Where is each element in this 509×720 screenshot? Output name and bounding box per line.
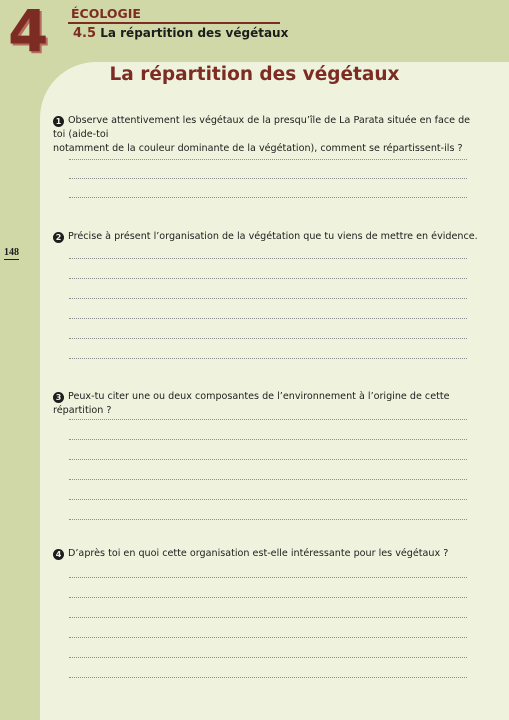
sub-section-heading bbox=[73, 26, 288, 41]
chapter-number: 4 bbox=[8, 0, 49, 65]
question-4 bbox=[53, 547, 483, 561]
answer-line[interactable] bbox=[69, 519, 467, 520]
answer-line[interactable] bbox=[69, 258, 467, 259]
answer-line[interactable] bbox=[69, 597, 467, 598]
page-number: 148 bbox=[4, 247, 19, 258]
answer-line[interactable] bbox=[69, 657, 467, 658]
question-2-line-1: Précise à présent l’organisation de la végétation que tu viens de mettre en évidence. bbox=[68, 231, 478, 242]
answer-line[interactable] bbox=[69, 178, 467, 179]
question-bullet-3: 3 bbox=[53, 392, 64, 403]
question-3-line-1: Peux-tu citer une ou deux composantes de l’environnement à l’origine de cette répartition ? bbox=[53, 391, 450, 416]
answer-line[interactable] bbox=[69, 617, 467, 618]
question-bullet-4: 4 bbox=[53, 549, 64, 560]
answer-line[interactable] bbox=[69, 479, 467, 480]
sub-section-title: La répartition des végétaux bbox=[100, 26, 289, 40]
sub-section-number: 4.5 bbox=[73, 26, 97, 41]
answer-line[interactable] bbox=[69, 298, 467, 299]
answer-line[interactable] bbox=[69, 499, 467, 500]
question-1-line-1: Observe attentivement les végétaux de la presqu’île de La Parata située en face de toi (aide-toi bbox=[53, 115, 471, 140]
answer-line[interactable] bbox=[69, 338, 467, 339]
answer-line[interactable] bbox=[69, 439, 467, 440]
question-4-line-1: D’après toi en quoi cette organisation est-elle intéressante pour les végétaux ? bbox=[68, 548, 449, 559]
question-1-line-2: notamment de la couleur dominante de la végétation), comment se répartissent-ils ? bbox=[53, 143, 463, 154]
answer-line[interactable] bbox=[69, 459, 467, 460]
question-bullet-1: 1 bbox=[53, 116, 64, 127]
header-rule bbox=[68, 22, 280, 24]
answer-line[interactable] bbox=[69, 159, 467, 160]
answer-line[interactable] bbox=[69, 637, 467, 638]
section-label: ÉCOLOGIE bbox=[71, 6, 141, 21]
question-bullet-2: 2 bbox=[53, 232, 64, 243]
answer-line[interactable] bbox=[69, 358, 467, 359]
page-title: La répartition des végétaux bbox=[109, 64, 400, 85]
answer-line[interactable] bbox=[69, 577, 467, 578]
answer-line[interactable] bbox=[69, 278, 467, 279]
question-1 bbox=[53, 114, 483, 156]
answer-line[interactable] bbox=[69, 318, 467, 319]
answer-line[interactable] bbox=[69, 197, 467, 198]
question-2 bbox=[53, 230, 483, 244]
question-3 bbox=[53, 390, 483, 418]
answer-line[interactable] bbox=[69, 419, 467, 420]
answer-line[interactable] bbox=[69, 677, 467, 678]
